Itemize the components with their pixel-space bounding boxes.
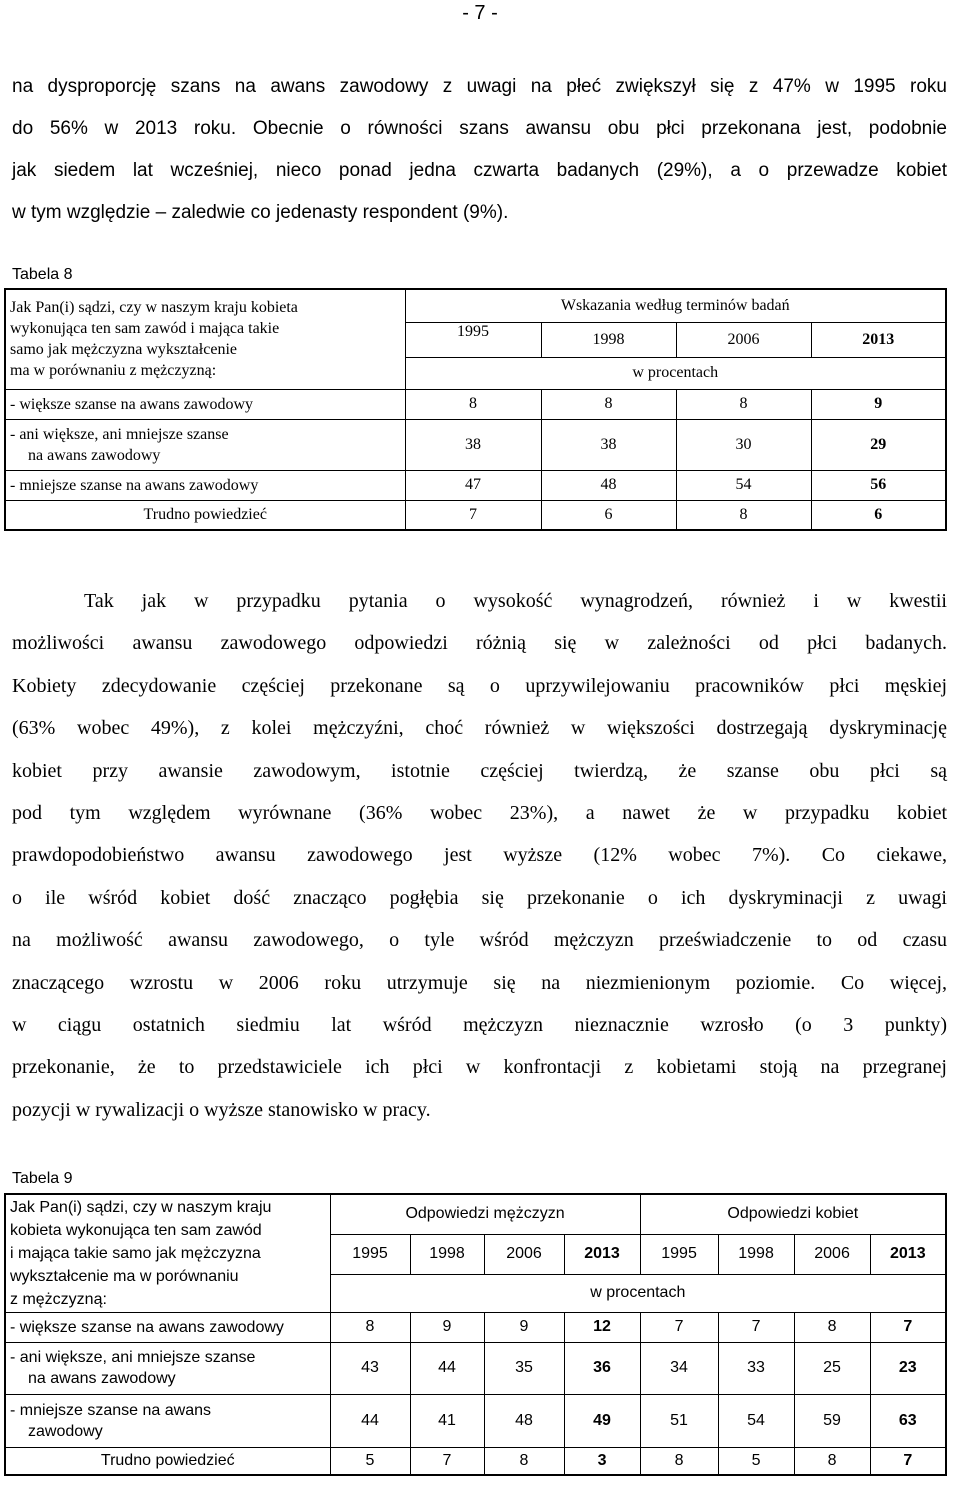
table9-question [5, 1194, 330, 1312]
table-cell: 8 [794, 1447, 870, 1475]
table8-question [5, 289, 405, 389]
table-9 [4, 1193, 947, 1476]
table-cell: 5 [718, 1447, 794, 1475]
table-cell: 54 [676, 470, 811, 500]
table-cell: 8 [405, 389, 541, 419]
table8-unit: w procentach [405, 357, 946, 389]
table-row-label: - mniejsze szanse na awans zawodowy [5, 470, 405, 500]
question-line: kobieta wykonująca ten sam zawód [10, 1221, 262, 1239]
table-cell: 8 [640, 1447, 718, 1475]
table-cell: 9 [484, 1312, 564, 1342]
table-cell: 8 [330, 1312, 410, 1342]
table9-caption: Tabela 9 [12, 1170, 73, 1187]
year-header: 2006 [484, 1234, 564, 1274]
table-cell: 9 [410, 1312, 484, 1342]
text-line: w tym względzie – zaledwie co jedenasty respondent (9%). [12, 202, 509, 223]
table-cell: 63 [870, 1394, 946, 1447]
table-cell: 56 [811, 470, 946, 500]
year-header: 2006 [676, 322, 811, 357]
table-cell: 47 [405, 470, 541, 500]
table-cell: 33 [718, 1342, 794, 1394]
question-line: i mająca takie samo jak mężczyzna [10, 1244, 261, 1262]
table-cell: 44 [410, 1342, 484, 1394]
year-header: 2013 [870, 1234, 946, 1274]
question-line: ma w porównaniu z mężczyzną: [10, 362, 217, 380]
year-header: 1995 [330, 1234, 410, 1274]
text-line: do 56% w 2013 roku. Obecnie o równości szans awansu obu płci przekonana jest, podobnie [12, 118, 947, 139]
text-line: możliwości awansu zawodowego odpowiedzi różnią się w zależności od płci badanych. [12, 632, 947, 655]
text-line: Kobiety zdecydowanie częściej przekonane są o uprzywilejowaniu pracowników płci męskiej [12, 674, 947, 697]
page-number: - 7 - [462, 2, 498, 24]
table-cell: 49 [564, 1394, 640, 1447]
table-cell: 59 [794, 1394, 870, 1447]
text-line: znaczącego wzrostu w 2006 roku utrzymuje się na niezmienionym poziomie. Co więcej, [12, 971, 947, 994]
table-row-label: - większe szanse na awans zawodowy [5, 1312, 330, 1342]
text-line: kobiet przy awansie zawodowym, istotnie częściej twierdzą, że szanse obu płci są [12, 759, 947, 782]
table-cell: 8 [484, 1447, 564, 1475]
text-line: przekonanie, że to przedstawiciele ich płci w konfrontacji z kobietami stoją na przegranej [12, 1056, 947, 1079]
text-line: na dysproporcję szans na awans zawodowy z uwagi na płeć zwiększył się z 47% w 1995 roku [12, 76, 947, 97]
text-line: o ile wśród kobiet dość znacząco pogłębia się przekonanie o ich dyskryminacji z uwagi [12, 886, 947, 909]
year-header: 1995 [640, 1234, 718, 1274]
table-cell: 7 [405, 500, 541, 530]
question-line: Jak Pan(i) sądzi, czy w naszym kraju [10, 1198, 272, 1216]
question-line: z mężczyzną: [10, 1290, 107, 1308]
table-8 [4, 288, 947, 531]
table-row-label: Trudno powiedzieć [5, 1447, 330, 1475]
table-cell: 38 [541, 419, 676, 470]
table-cell: 25 [794, 1342, 870, 1394]
table-cell: 7 [640, 1312, 718, 1342]
table-cell: 8 [676, 389, 811, 419]
label-line: zawodowy [28, 1422, 103, 1440]
table-row-label [5, 1342, 330, 1394]
label-line: - ani większe, ani mniejsze szanse [10, 425, 229, 443]
table-cell: 3 [564, 1447, 640, 1475]
table-cell: 29 [811, 419, 946, 470]
table8-caption: Tabela 8 [12, 266, 73, 283]
table-cell: 5 [330, 1447, 410, 1475]
text-line: na możliwość awansu zawodowego, o tyle wśród mężczyzn przeświadczenie to od czasu [12, 929, 947, 952]
text-line: pod tym względem wyrównane (36% wobec 23%), a nawet że w przypadku kobiet [12, 802, 947, 825]
table-cell: 30 [676, 419, 811, 470]
table-cell: 7 [718, 1312, 794, 1342]
label-line: na awans zawodowy [28, 446, 161, 464]
table-cell: 8 [794, 1312, 870, 1342]
table-cell: 35 [484, 1342, 564, 1394]
table-cell: 7 [410, 1447, 484, 1475]
question-line: Jak Pan(i) sądzi, czy w naszym kraju kobieta [10, 299, 298, 317]
question-line: wykonująca ten sam zawód i mająca takie [10, 320, 280, 338]
table-row-label: - większe szanse na awans zawodowy [5, 389, 405, 419]
label-line: - mniejsze szanse na awans [10, 1401, 211, 1419]
table-cell: 43 [330, 1342, 410, 1394]
year-header: 1998 [410, 1234, 484, 1274]
table8-header-group: Wskazania według terminów badań [405, 289, 946, 322]
text-line: (63% wobec 49%), z kolei mężczyźni, choć również w większości dostrzegają dyskryminację [12, 717, 947, 740]
table-cell: 34 [640, 1342, 718, 1394]
table-cell: 7 [870, 1312, 946, 1342]
table-cell: 36 [564, 1342, 640, 1394]
table-cell: 48 [541, 470, 676, 500]
year-header: 1998 [718, 1234, 794, 1274]
table-cell: 51 [640, 1394, 718, 1447]
table-cell: 9 [811, 389, 946, 419]
table-cell: 8 [541, 389, 676, 419]
table-cell: 38 [405, 419, 541, 470]
question-line: wykształcenie ma w porównaniu [10, 1267, 239, 1285]
table-cell: 6 [541, 500, 676, 530]
text-line: prawdopodobieństwo awansu zawodowego jest wyższe (12% wobec 7%). Co ciekawe, [12, 844, 947, 867]
text-line: jak siedem lat wcześniej, nieco ponad jedna czwarta badanych (29%), a o przewadze kobiet [12, 160, 947, 181]
body-paragraph [12, 580, 947, 1131]
group-men: Odpowiedzi mężczyzn [330, 1194, 640, 1234]
text-line: w ciągu ostatnich siedmiu lat wśród mężczyzn nieznacznie wzrosło (o 3 punkty) [12, 1014, 947, 1037]
text-line: Tak jak w przypadku pytania o wysokość wynagrodzeń, również i w kwestii [84, 590, 947, 612]
label-line: na awans zawodowy [28, 1370, 176, 1387]
table-cell: 54 [718, 1394, 794, 1447]
text-line: pozycji w rywalizacji o wyższe stanowisko w pracy. [12, 1098, 431, 1121]
table-cell: 23 [870, 1342, 946, 1394]
intro-paragraph [12, 66, 947, 234]
table-cell: 7 [870, 1447, 946, 1475]
table-cell: 6 [811, 500, 946, 530]
question-line: samo jak mężczyzna wykształcenie [10, 341, 237, 359]
table-cell: 48 [484, 1394, 564, 1447]
table-cell: 44 [330, 1394, 410, 1447]
group-women: Odpowiedzi kobiet [640, 1194, 946, 1234]
table-row-label [5, 1394, 330, 1447]
year-header: 2006 [794, 1234, 870, 1274]
year-header: 1998 [541, 322, 676, 357]
table-row-label [5, 419, 405, 470]
table-cell: 8 [676, 500, 811, 530]
table9-unit: w procentach [330, 1274, 946, 1312]
year-header: 1995 [405, 322, 541, 357]
table-cell: 41 [410, 1394, 484, 1447]
year-header: 2013 [811, 322, 946, 357]
table-cell: 12 [564, 1312, 640, 1342]
label-line: - ani większe, ani mniejsze szanse [10, 1349, 256, 1366]
table-row-label: Trudno powiedzieć [5, 500, 405, 530]
year-header: 2013 [564, 1234, 640, 1274]
